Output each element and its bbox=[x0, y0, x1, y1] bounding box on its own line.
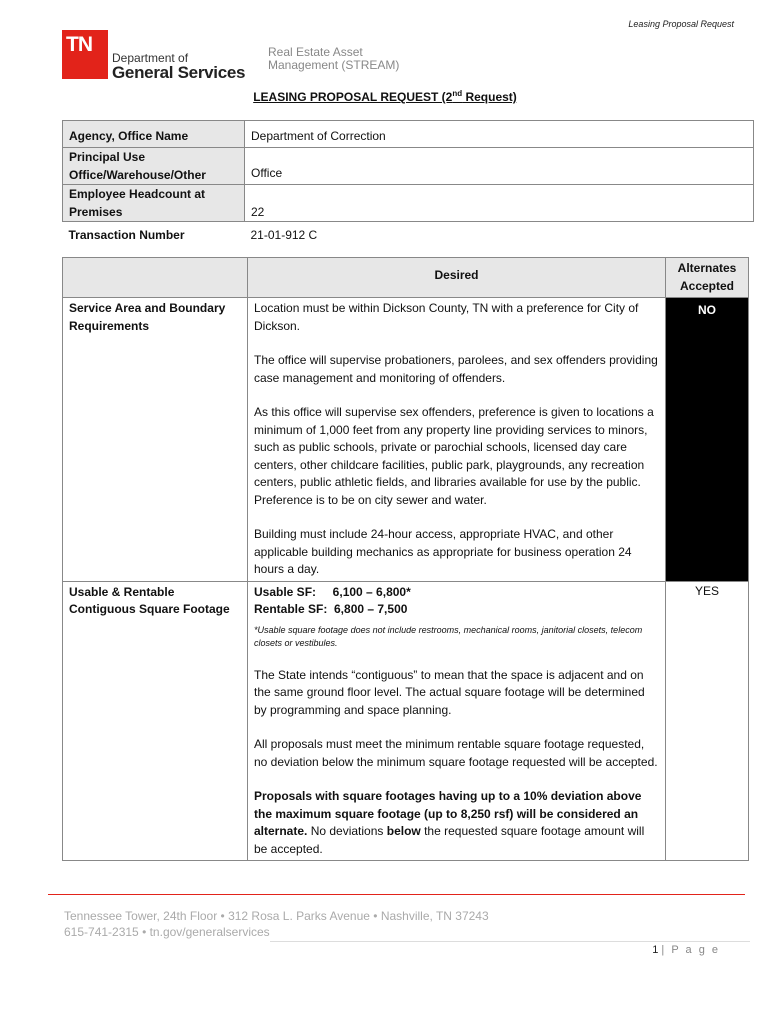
footer-address bbox=[64, 908, 489, 940]
info-table bbox=[62, 120, 754, 248]
service-area-row bbox=[63, 298, 749, 582]
info-label: Employee Headcount at Premises bbox=[63, 185, 245, 222]
dept-name-text: General Services bbox=[112, 63, 246, 82]
title-suffix: Request) bbox=[462, 90, 517, 104]
usable-sf-para-deviation bbox=[254, 788, 659, 858]
info-value: 22 bbox=[245, 185, 754, 222]
service-area-alternates: NO bbox=[666, 298, 749, 582]
requirements-table bbox=[62, 257, 749, 861]
stream-line-1: Real Estate Asset bbox=[268, 45, 363, 59]
info-row bbox=[63, 185, 754, 222]
footer-address-line: Tennessee Tower, 24th Floor • 312 Rosa L. Parks Avenue • Nashville, TN 37243 bbox=[64, 909, 489, 923]
service-area-para: As this office will supervise sex offenders, preference is given to locations a minimum of 1,000 feet from any property line providing services to minors, such as public schools, private or parochial schools, licensed day care centers, other childcare facilities, public park, playgrounds, any recreation centers, public athletic fields, and libraries available for use by the public. Preference is to be on city sewer and water. bbox=[254, 405, 654, 507]
footer-contact-line: 615-741-2315 • tn.gov/generalservices bbox=[64, 925, 270, 939]
page-label: | P a g e bbox=[661, 944, 720, 956]
usable-sf-label: Usable & Rentable Contiguous Square Footage bbox=[63, 581, 248, 861]
info-row bbox=[63, 121, 754, 148]
page-number bbox=[652, 944, 720, 956]
deviation-below: below bbox=[386, 824, 421, 838]
dgs-logo bbox=[62, 30, 245, 82]
info-value: 21-01-912 C bbox=[245, 222, 754, 248]
tn-badge: TN bbox=[62, 30, 108, 79]
usable-sf-note: *Usable square footage does not include restrooms, mechanical rooms, janitorial closets, telecom closets or vestibules. bbox=[254, 624, 643, 648]
info-row bbox=[63, 148, 754, 185]
service-area-label: Service Area and Boundary Requirements bbox=[63, 298, 248, 582]
usable-sf-line: Usable SF: 6,100 – 6,800* bbox=[254, 584, 411, 599]
stream-line-2: Management (STREAM) bbox=[268, 58, 400, 72]
header-alternates: Alternates Accepted bbox=[666, 258, 749, 298]
page-number-value: 1 bbox=[652, 944, 659, 956]
rentable-sf-line: Rentable SF: 6,800 – 7,500 bbox=[254, 602, 408, 616]
footer-divider bbox=[48, 894, 745, 895]
service-area-para: Building must include 24-hour access, appropriate HVAC, and other applicable building mechanics as appropriate for business operation 24 hours a day. bbox=[254, 527, 632, 576]
usable-sf-para: The State intends “contiguous” to mean that the space is adjacent and on the same ground floor level. The actual square footage will be determined by programming and space planning. bbox=[254, 667, 645, 717]
usable-sf-row bbox=[63, 581, 749, 861]
deviation-end: the requested square footage amount will be accepted. bbox=[254, 824, 645, 856]
info-label: Transaction Number bbox=[63, 222, 245, 248]
title-prefix: LEASING PROPOSAL REQUEST (2 bbox=[253, 90, 453, 104]
stream-label bbox=[268, 46, 399, 72]
service-area-para: The office will supervise probationers, parolees, and sex offenders providing case management and monitoring of offenders. bbox=[254, 353, 658, 385]
dept-of-text: Department of bbox=[112, 51, 189, 65]
title-sup: nd bbox=[452, 89, 463, 98]
document-title bbox=[0, 89, 770, 104]
service-area-desired bbox=[248, 298, 666, 582]
header-desired: Desired bbox=[248, 258, 666, 298]
info-row bbox=[63, 222, 754, 248]
usable-sf-alternates: YES bbox=[666, 581, 749, 861]
requirements-header-row bbox=[63, 258, 749, 298]
deviation-bold: Proposals with square footages having up to a 10% deviation above the maximum square footage (up to 8,250 rsf) will be considered an alternate. bbox=[254, 789, 642, 838]
usable-sf-desired bbox=[248, 581, 666, 861]
info-value: Office bbox=[245, 148, 754, 185]
info-value: Department of Correction bbox=[245, 121, 754, 148]
header-blank-cell bbox=[63, 258, 248, 298]
info-label: Agency, Office Name bbox=[63, 121, 245, 148]
usable-sf-para: All proposals must meet the minimum rentable square footage requested, no deviation below the minimum square footage requested will be accepted. bbox=[254, 737, 658, 769]
info-label: Principal Use Office/Warehouse/Other bbox=[63, 148, 245, 185]
deviation-mid: No deviations bbox=[307, 824, 387, 838]
dept-wordmark bbox=[112, 52, 245, 82]
running-header: Leasing Proposal Request bbox=[628, 19, 734, 29]
service-area-para: Location must be within Dickson County, TN with a preference for City of Dickson. bbox=[254, 301, 639, 333]
page-number-rule bbox=[270, 941, 750, 942]
